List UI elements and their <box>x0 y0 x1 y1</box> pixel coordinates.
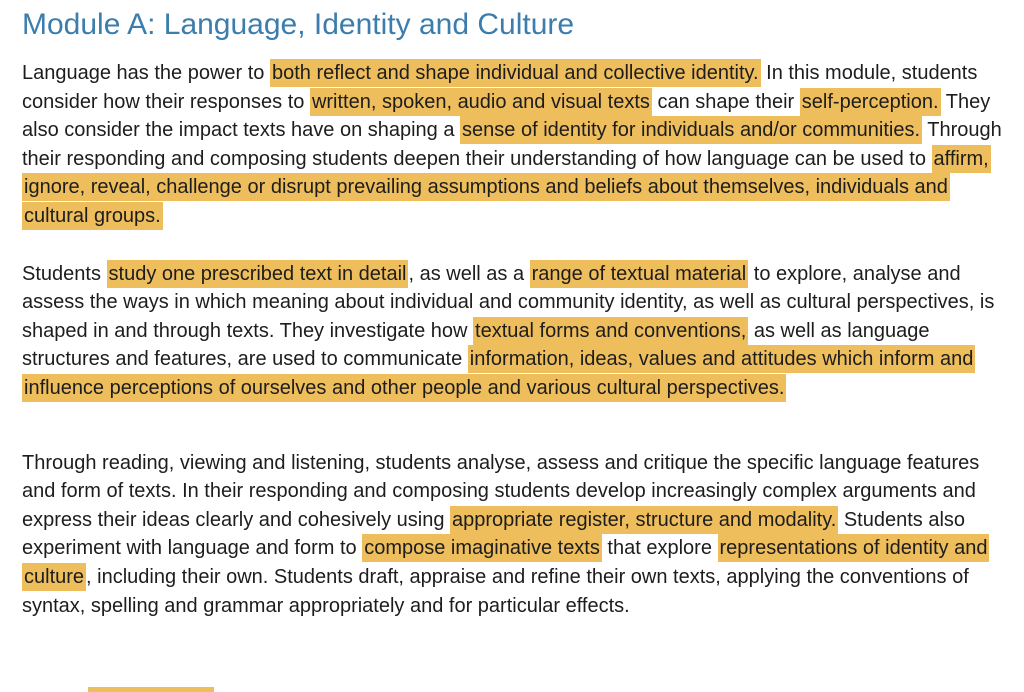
text-segment: Through reading, viewing and listening, students analyse, assess and critique the specific language features and form of texts. In their responding and composing students develop increasingly complex arguments and express their ideas clearly and cohesively using <box>22 451 980 531</box>
text-segment: can shape their <box>651 90 800 113</box>
highlighted-segment: appropriate register, structure and modality. <box>450 506 838 534</box>
highlighted-segment: compose imaginative texts <box>362 534 602 562</box>
highlighted-segment: both reflect and shape individual and collective identity. <box>270 59 761 87</box>
text-segment: In this module, students consider how their responses to <box>22 62 978 113</box>
paragraph <box>22 260 1005 403</box>
highlighted-segment: sense of identity for individuals and/or communities. <box>460 116 922 144</box>
text-segment: Language has the power to <box>22 62 270 84</box>
text-segment: Students also experiment with language and form to <box>22 508 966 560</box>
text-segment: They also consider the impact texts have on shaping a <box>22 90 991 142</box>
highlighted-segment: written, spoken, audio and visual texts <box>310 88 652 116</box>
paragraphs <box>22 59 1005 620</box>
text-segment: as well as language structures and features, are used to communicate <box>22 319 930 371</box>
highlighted-segment: self-perception. <box>800 88 941 116</box>
highlighted-segment: study one prescribed text in detail <box>107 260 409 288</box>
cutoff-highlight-bar <box>88 687 214 692</box>
highlighted-segment: representations of identity and culture <box>22 534 989 591</box>
text-segment: that explore <box>601 537 718 560</box>
highlighted-segment: range of textual material <box>530 260 749 288</box>
document-page <box>22 6 1005 620</box>
page-title: Module A: Language, Identity and Culture <box>22 8 575 41</box>
text-segment: Through their responding and composing students deepen their understanding of how language can be used to <box>22 119 1002 170</box>
highlighted-segment: textual forms and conventions, <box>473 317 748 345</box>
text-segment: Students <box>22 262 107 285</box>
paragraph <box>22 449 1005 621</box>
text-segment: , including their own. Students draft, appraise and refine their own texts, applying the conventions of syntax, spelling and grammar appropriately and for particular effects. <box>22 565 969 617</box>
highlighted-segment: information, ideas, values and attitudes which inform and influence perceptions of ourselves and other people and various cultural perspectives. <box>22 345 975 402</box>
text-segment: to explore, analyse and assess the ways in which meaning about individual and community identity, as well as cultural perspectives, is shaped in and through texts. They investigate how <box>22 262 995 342</box>
highlighted-segment: affirm, ignore, reveal, challenge or disrupt prevailing assumptions and beliefs about themselves, individuals and cultural groups. <box>22 145 991 230</box>
paragraph <box>22 59 1005 231</box>
text-segment: , as well as a <box>408 262 530 285</box>
